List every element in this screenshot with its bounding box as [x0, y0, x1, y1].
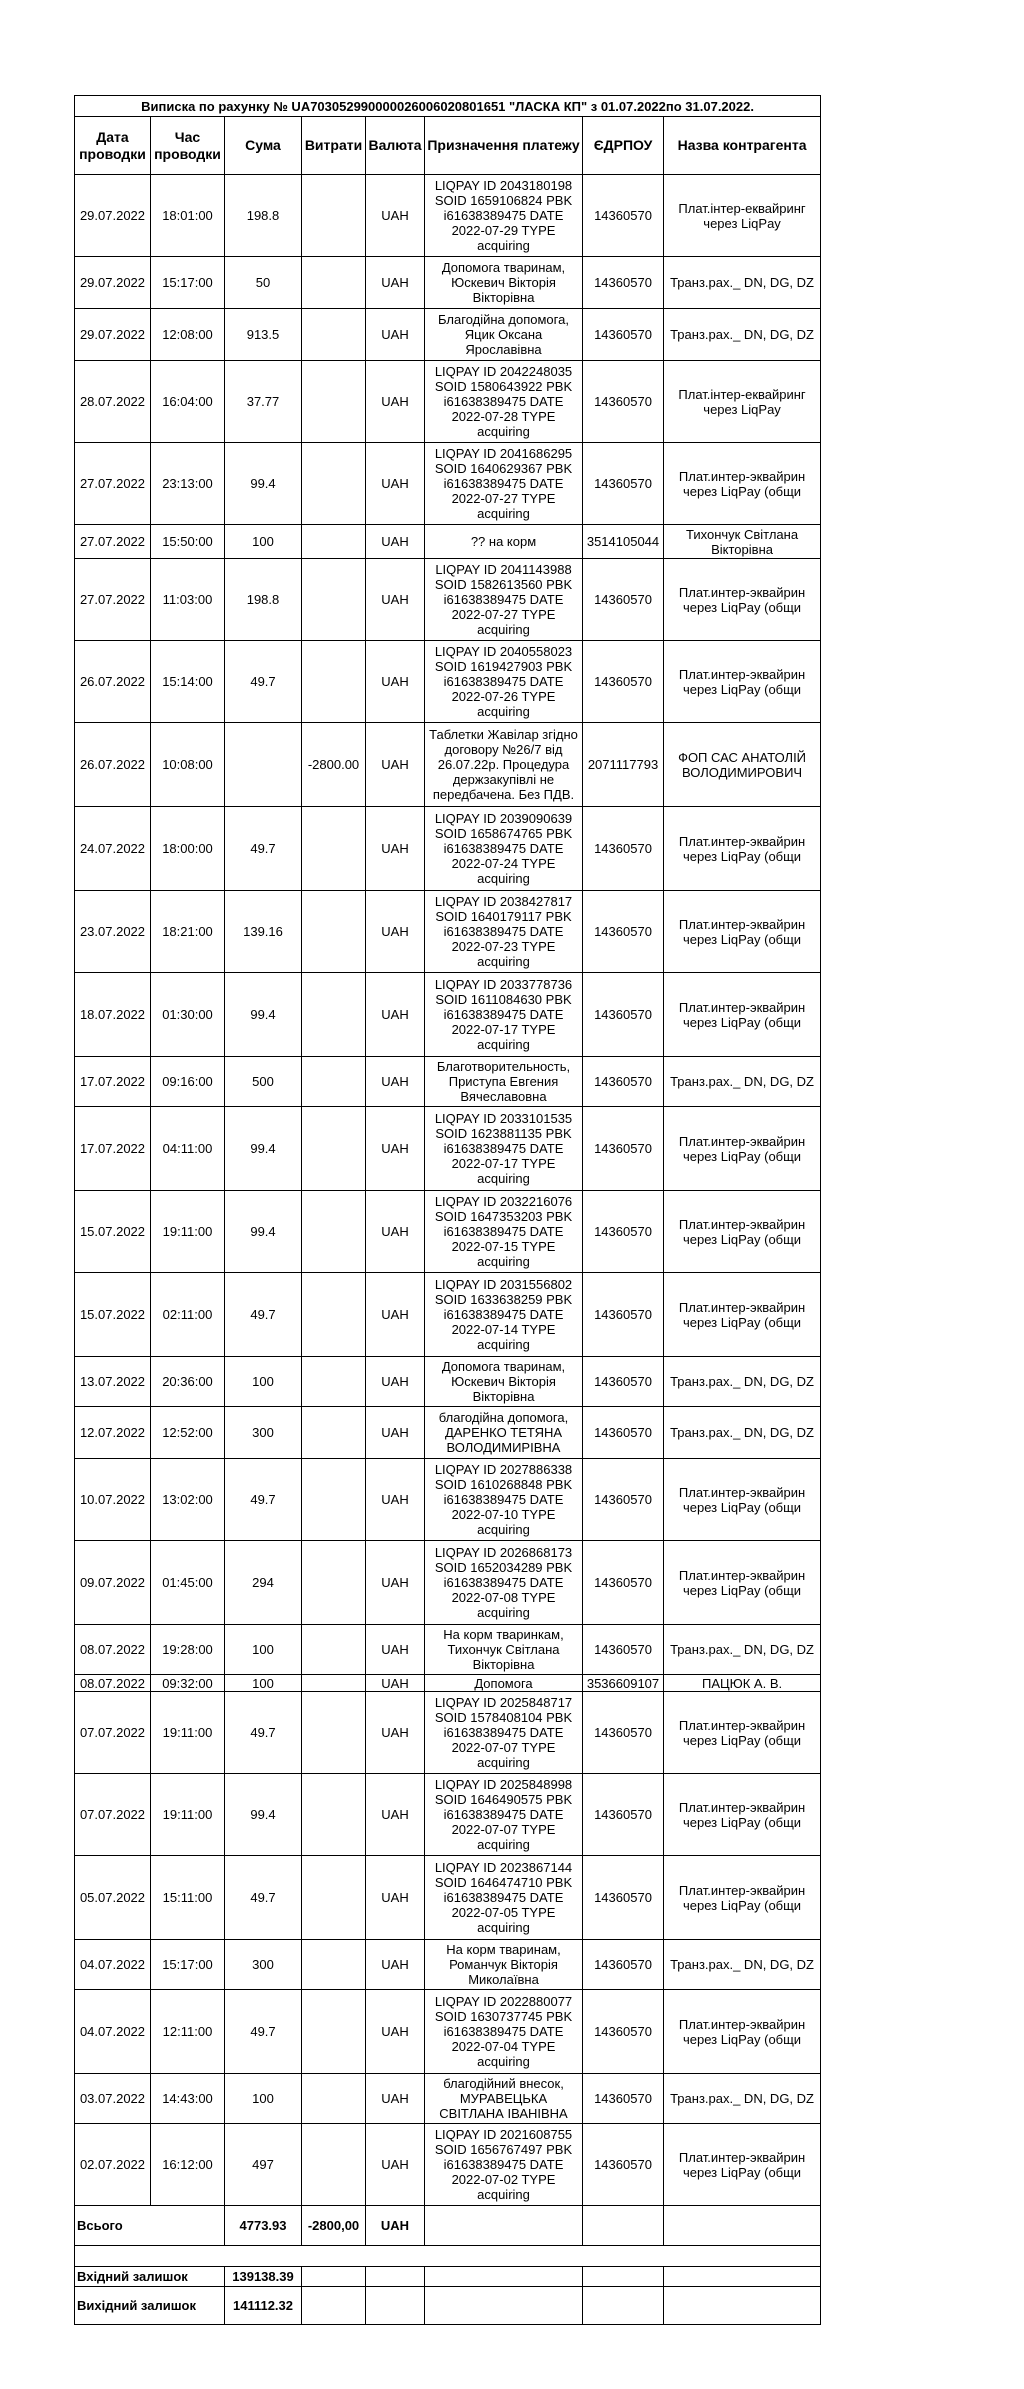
cell-purpose: LIQPAY ID 2025848717 SOID 1578408104 PBK i61638389475 DATE 2022-07-07 TYPE acquiring — [425, 1692, 583, 1774]
cell-time: 13:02:00 — [151, 1459, 225, 1541]
cell-expense — [302, 309, 366, 361]
table-row — [75, 1940, 821, 1990]
cell-currency: UAH — [366, 1675, 425, 1692]
total-row — [75, 2206, 821, 2246]
cell-code: 14360570 — [583, 257, 664, 309]
cell-time: 18:01:00 — [151, 175, 225, 257]
cell-currency: UAH — [366, 1990, 425, 2074]
total-label: Всього — [75, 2206, 225, 2246]
cell-sum: 913.5 — [225, 309, 302, 361]
cell-time: 14:43:00 — [151, 2074, 225, 2124]
cell-code: 14360570 — [583, 1625, 664, 1675]
empty-cell — [664, 2287, 821, 2325]
cell-code: 14360570 — [583, 1273, 664, 1357]
cell-counterparty: Транз.рах._ DN, DG, DZ — [664, 1357, 821, 1407]
table-row — [75, 361, 821, 443]
cell-time: 02:11:00 — [151, 1273, 225, 1357]
cell-expense — [302, 891, 366, 973]
cell-expense: -2800.00 — [302, 723, 366, 807]
cell-sum: 50 — [225, 257, 302, 309]
cell-code: 14360570 — [583, 807, 664, 891]
cell-time: 23:13:00 — [151, 443, 225, 525]
cell-code: 14360570 — [583, 1774, 664, 1856]
cell-time: 15:17:00 — [151, 257, 225, 309]
cell-time: 09:32:00 — [151, 1675, 225, 1692]
cell-purpose: Таблетки Жавілар згідно договору №26/7 від 26.07.22р. Процедура держзакупівлі не передбачена. Без ПДВ. — [425, 723, 583, 807]
cell-counterparty: ПАЦЮК А. В. — [664, 1675, 821, 1692]
cell-purpose: LIQPAY ID 2041143988 SOID 1582613560 PBK i61638389475 DATE 2022-07-27 TYPE acquiring — [425, 559, 583, 641]
cell-expense — [302, 361, 366, 443]
cell-currency: UAH — [366, 1541, 425, 1625]
cell-counterparty: Плат.интер-эквайрин через LiqPay (общи — [664, 1856, 821, 1940]
cell-currency: UAH — [366, 641, 425, 723]
cell-counterparty: Плат.интер-эквайрин через LiqPay (общи — [664, 973, 821, 1057]
empty-cell — [583, 2287, 664, 2325]
cell-expense — [302, 1459, 366, 1541]
cell-purpose: LIQPAY ID 2042248035 SOID 1580643922 PBK i61638389475 DATE 2022-07-28 TYPE acquiring — [425, 361, 583, 443]
cell-sum: 49.7 — [225, 1692, 302, 1774]
cell-time: 12:08:00 — [151, 309, 225, 361]
cell-counterparty: Плат.интер-эквайрин через LiqPay (общи — [664, 1107, 821, 1191]
cell-purpose: LIQPAY ID 2023867144 SOID 1646474710 PBK i61638389475 DATE 2022-07-05 TYPE acquiring — [425, 1856, 583, 1940]
cell-expense — [302, 973, 366, 1057]
cell-counterparty: Транз.рах._ DN, DG, DZ — [664, 1057, 821, 1107]
cell-time: 19:11:00 — [151, 1692, 225, 1774]
cell-sum: 300 — [225, 1940, 302, 1990]
cell-sum: 99.4 — [225, 1107, 302, 1191]
cell-code: 14360570 — [583, 1940, 664, 1990]
cell-purpose: LIQPAY ID 2031556802 SOID 1633638259 PBK i61638389475 DATE 2022-07-14 TYPE acquiring — [425, 1273, 583, 1357]
table-row — [75, 1459, 821, 1541]
cell-date: 08.07.2022 — [75, 1675, 151, 1692]
table-row — [75, 723, 821, 807]
cell-purpose: Допомога — [425, 1675, 583, 1692]
cell-sum: 100 — [225, 525, 302, 559]
table-row — [75, 1357, 821, 1407]
cell-sum: 139.16 — [225, 891, 302, 973]
cell-sum: 99.4 — [225, 443, 302, 525]
cell-counterparty: Транз.рах._ DN, DG, DZ — [664, 309, 821, 361]
table-row — [75, 1541, 821, 1625]
cell-date: 13.07.2022 — [75, 1357, 151, 1407]
cell-counterparty: Тихончук Світлана Вікторівна — [664, 525, 821, 559]
cell-date: 02.07.2022 — [75, 2124, 151, 2206]
cell-counterparty: Плат.интер-эквайрин через LiqPay (общи — [664, 1459, 821, 1541]
cell-date: 10.07.2022 — [75, 1459, 151, 1541]
cell-sum — [225, 723, 302, 807]
cell-counterparty: Плат.интер-эквайрин через LiqPay (общи — [664, 891, 821, 973]
table-row — [75, 175, 821, 257]
cell-currency: UAH — [366, 1057, 425, 1107]
cell-sum: 100 — [225, 1357, 302, 1407]
cell-date: 15.07.2022 — [75, 1191, 151, 1273]
cell-date: 07.07.2022 — [75, 1774, 151, 1856]
statement-title: Виписка по рахунку № UA703052990000026006020801651 "ЛАСКА КП" з 01.07.2022по 31.07.2022. — [75, 96, 821, 117]
cell-currency: UAH — [366, 1692, 425, 1774]
cell-counterparty: Транз.рах._ DN, DG, DZ — [664, 1940, 821, 1990]
cell-purpose: LIQPAY ID 2025848998 SOID 1646490575 PBK i61638389475 DATE 2022-07-07 TYPE acquiring — [425, 1774, 583, 1856]
empty-cell — [583, 2267, 664, 2287]
cell-currency: UAH — [366, 1273, 425, 1357]
cell-expense — [302, 1990, 366, 2074]
cell-code: 14360570 — [583, 1692, 664, 1774]
cell-time: 01:30:00 — [151, 973, 225, 1057]
empty-cell — [583, 2206, 664, 2246]
cell-purpose: LIQPAY ID 2039090639 SOID 1658674765 PBK i61638389475 DATE 2022-07-24 TYPE acquiring — [425, 807, 583, 891]
cell-currency: UAH — [366, 361, 425, 443]
col-header-counterparty: Назва контрагента — [664, 117, 821, 175]
total-sum: 4773.93 — [225, 2206, 302, 2246]
cell-time: 12:52:00 — [151, 1407, 225, 1459]
cell-date: 26.07.2022 — [75, 723, 151, 807]
table-row — [75, 1057, 821, 1107]
cell-purpose: LIQPAY ID 2041686295 SOID 1640629367 PBK i61638389475 DATE 2022-07-27 TYPE acquiring — [425, 443, 583, 525]
cell-expense — [302, 1273, 366, 1357]
cell-purpose: Допомога тваринам, Юскевич Вікторія Вікторівна — [425, 1357, 583, 1407]
cell-counterparty: Плат.интер-эквайрин через LiqPay (общи — [664, 1541, 821, 1625]
opening-balance-label: Вхідний залишок — [75, 2267, 225, 2287]
table-row — [75, 443, 821, 525]
table-row — [75, 525, 821, 559]
cell-sum: 294 — [225, 1541, 302, 1625]
cell-expense — [302, 175, 366, 257]
cell-expense — [302, 1940, 366, 1990]
col-header-time: Час проводки — [151, 117, 225, 175]
cell-code: 14360570 — [583, 361, 664, 443]
cell-purpose: благодійна допомога, ДАРЕНКО ТЕТЯНА ВОЛОДИМИРІВНА — [425, 1407, 583, 1459]
cell-expense — [302, 257, 366, 309]
cell-time: 15:50:00 — [151, 525, 225, 559]
col-header-code: ЄДРПОУ — [583, 117, 664, 175]
cell-code: 3536609107 — [583, 1675, 664, 1692]
cell-time: 18:21:00 — [151, 891, 225, 973]
cell-currency: UAH — [366, 1407, 425, 1459]
cell-code: 14360570 — [583, 2124, 664, 2206]
cell-code: 14360570 — [583, 641, 664, 723]
cell-purpose: На корм тваринам, Романчук Вікторія Миколаївна — [425, 1940, 583, 1990]
cell-currency: UAH — [366, 525, 425, 559]
cell-currency: UAH — [366, 807, 425, 891]
cell-purpose: LIQPAY ID 2021608755 SOID 1656767497 PBK i61638389475 DATE 2022-07-02 TYPE acquiring — [425, 2124, 583, 2206]
cell-date: 17.07.2022 — [75, 1057, 151, 1107]
closing-balance-row — [75, 2287, 821, 2325]
cell-time: 12:11:00 — [151, 1990, 225, 2074]
cell-sum: 37.77 — [225, 361, 302, 443]
cell-code: 14360570 — [583, 1407, 664, 1459]
cell-date: 27.07.2022 — [75, 525, 151, 559]
cell-date: 27.07.2022 — [75, 443, 151, 525]
cell-code: 14360570 — [583, 1541, 664, 1625]
cell-counterparty: Плат.интер-эквайрин через LiqPay (общи — [664, 1191, 821, 1273]
cell-code: 14360570 — [583, 1107, 664, 1191]
cell-currency: UAH — [366, 1191, 425, 1273]
cell-code: 14360570 — [583, 1990, 664, 2074]
cell-code: 14360570 — [583, 973, 664, 1057]
cell-code: 14360570 — [583, 891, 664, 973]
empty-cell — [425, 2267, 583, 2287]
cell-sum: 99.4 — [225, 973, 302, 1057]
cell-time: 10:08:00 — [151, 723, 225, 807]
cell-purpose: LIQPAY ID 2022880077 SOID 1630737745 PBK i61638389475 DATE 2022-07-04 TYPE acquiring — [425, 1990, 583, 2074]
cell-purpose: LIQPAY ID 2027886338 SOID 1610268848 PBK i61638389475 DATE 2022-07-10 TYPE acquiring — [425, 1459, 583, 1541]
closing-balance-value: 141112.32 — [225, 2287, 302, 2325]
cell-time: 11:03:00 — [151, 559, 225, 641]
cell-date: 04.07.2022 — [75, 1990, 151, 2074]
cell-expense — [302, 641, 366, 723]
cell-code: 2071117793 — [583, 723, 664, 807]
col-header-sum: Сума — [225, 117, 302, 175]
table-row — [75, 641, 821, 723]
cell-currency: UAH — [366, 1625, 425, 1675]
cell-currency: UAH — [366, 559, 425, 641]
cell-date: 12.07.2022 — [75, 1407, 151, 1459]
cell-date: 07.07.2022 — [75, 1692, 151, 1774]
cell-sum: 49.7 — [225, 807, 302, 891]
cell-time: 09:16:00 — [151, 1057, 225, 1107]
cell-sum: 100 — [225, 1675, 302, 1692]
cell-counterparty: Плат.интер-эквайрин через LiqPay (общи — [664, 1990, 821, 2074]
empty-cell — [425, 2287, 583, 2325]
cell-purpose: LIQPAY ID 2033778736 SOID 1611084630 PBK i61638389475 DATE 2022-07-17 TYPE acquiring — [425, 973, 583, 1057]
header-row — [75, 117, 821, 175]
cell-expense — [302, 1191, 366, 1273]
col-header-purpose: Призначення платежу — [425, 117, 583, 175]
cell-purpose: Благотворительность, Приступа Евгения Вячеславовна — [425, 1057, 583, 1107]
total-expense: -2800,00 — [302, 2206, 366, 2246]
cell-expense — [302, 1856, 366, 1940]
cell-counterparty: Плат.интер-эквайрин через LiqPay (общи — [664, 1692, 821, 1774]
cell-time: 19:11:00 — [151, 1774, 225, 1856]
col-header-date: Дата проводки — [75, 117, 151, 175]
table-row — [75, 2124, 821, 2206]
cell-date: 15.07.2022 — [75, 1273, 151, 1357]
cell-purpose: LIQPAY ID 2038427817 SOID 1640179117 PBK i61638389475 DATE 2022-07-23 TYPE acquiring — [425, 891, 583, 973]
cell-time: 16:12:00 — [151, 2124, 225, 2206]
cell-purpose: LIQPAY ID 2033101535 SOID 1623881135 PBK i61638389475 DATE 2022-07-17 TYPE acquiring — [425, 1107, 583, 1191]
cell-counterparty: Плат.інтер-еквайринг через LiqPay — [664, 175, 821, 257]
cell-time: 19:11:00 — [151, 1191, 225, 1273]
cell-currency: UAH — [366, 2074, 425, 2124]
cell-currency: UAH — [366, 309, 425, 361]
cell-counterparty: Плат.интер-эквайрин через LiqPay (общи — [664, 807, 821, 891]
cell-date: 09.07.2022 — [75, 1541, 151, 1625]
cell-counterparty: Плат.интер-эквайрин через LiqPay (общи — [664, 641, 821, 723]
cell-currency: UAH — [366, 723, 425, 807]
cell-expense — [302, 1057, 366, 1107]
closing-balance-label: Вихідний залишок — [75, 2287, 225, 2325]
empty-cell — [366, 2267, 425, 2287]
cell-time: 04:11:00 — [151, 1107, 225, 1191]
cell-time: 18:00:00 — [151, 807, 225, 891]
cell-time: 16:04:00 — [151, 361, 225, 443]
cell-expense — [302, 1541, 366, 1625]
cell-counterparty: Транз.рах._ DN, DG, DZ — [664, 1625, 821, 1675]
cell-expense — [302, 1675, 366, 1692]
cell-date: 28.07.2022 — [75, 361, 151, 443]
cell-sum: 198.8 — [225, 559, 302, 641]
cell-date: 08.07.2022 — [75, 1625, 151, 1675]
cell-sum: 500 — [225, 1057, 302, 1107]
cell-purpose: На корм тваринкам, Тихончук Світлана Вікторівна — [425, 1625, 583, 1675]
cell-date: 27.07.2022 — [75, 559, 151, 641]
table-row — [75, 309, 821, 361]
empty-cell — [302, 2267, 366, 2287]
empty-cell — [664, 2267, 821, 2287]
cell-date: 18.07.2022 — [75, 973, 151, 1057]
cell-sum: 99.4 — [225, 1774, 302, 1856]
col-header-expense: Витрати — [302, 117, 366, 175]
cell-date: 29.07.2022 — [75, 309, 151, 361]
cell-expense — [302, 525, 366, 559]
cell-date: 29.07.2022 — [75, 175, 151, 257]
cell-counterparty: Плат.интер-эквайрин через LiqPay (общи — [664, 2124, 821, 2206]
cell-time: 20:36:00 — [151, 1357, 225, 1407]
cell-currency: UAH — [366, 1856, 425, 1940]
cell-expense — [302, 1625, 366, 1675]
cell-counterparty: Плат.інтер-еквайринг через LiqPay — [664, 361, 821, 443]
cell-counterparty: Транз.рах._ DN, DG, DZ — [664, 257, 821, 309]
cell-purpose: Допомога тваринам, Юскевич Вікторія Вікторівна — [425, 257, 583, 309]
col-header-currency: Валюта — [366, 117, 425, 175]
table-row — [75, 2074, 821, 2124]
table-row — [75, 1625, 821, 1675]
cell-date: 05.07.2022 — [75, 1856, 151, 1940]
cell-counterparty: Плат.интер-эквайрин через LiqPay (общи — [664, 559, 821, 641]
cell-counterparty: Транз.рах._ DN, DG, DZ — [664, 1407, 821, 1459]
cell-sum: 100 — [225, 2074, 302, 2124]
cell-time: 19:28:00 — [151, 1625, 225, 1675]
table-row — [75, 1990, 821, 2074]
empty-cell — [664, 2206, 821, 2246]
cell-code: 14360570 — [583, 1057, 664, 1107]
empty-cell — [302, 2287, 366, 2325]
cell-purpose: LIQPAY ID 2040558023 SOID 1619427903 PBK i61638389475 DATE 2022-07-26 TYPE acquiring — [425, 641, 583, 723]
cell-code: 14360570 — [583, 559, 664, 641]
cell-currency: UAH — [366, 257, 425, 309]
opening-balance-value: 139138.39 — [225, 2267, 302, 2287]
table-row — [75, 1191, 821, 1273]
table-row — [75, 1856, 821, 1940]
cell-code: 14360570 — [583, 2074, 664, 2124]
cell-sum: 49.7 — [225, 1856, 302, 1940]
cell-code: 14360570 — [583, 1459, 664, 1541]
table-row — [75, 891, 821, 973]
cell-purpose: Благодійна допомога, Яцик Оксана Ярославівна — [425, 309, 583, 361]
cell-currency: UAH — [366, 1940, 425, 1990]
cell-currency: UAH — [366, 1357, 425, 1407]
cell-sum: 49.7 — [225, 1459, 302, 1541]
cell-time: 01:45:00 — [151, 1541, 225, 1625]
table-row — [75, 257, 821, 309]
empty-cell — [425, 2206, 583, 2246]
statement-table — [74, 95, 821, 2325]
total-currency: UAH — [366, 2206, 425, 2246]
cell-counterparty: ФОП САС АНАТОЛІЙ ВОЛОДИМИРОВИЧ — [664, 723, 821, 807]
cell-expense — [302, 443, 366, 525]
cell-expense — [302, 2074, 366, 2124]
cell-sum: 49.7 — [225, 1990, 302, 2074]
cell-counterparty: Плат.интер-эквайрин через LiqPay (общи — [664, 443, 821, 525]
cell-currency: UAH — [366, 891, 425, 973]
cell-currency: UAH — [366, 973, 425, 1057]
table-row — [75, 973, 821, 1057]
cell-time: 15:11:00 — [151, 1856, 225, 1940]
cell-expense — [302, 559, 366, 641]
cell-purpose: ?? на корм — [425, 525, 583, 559]
cell-date: 17.07.2022 — [75, 1107, 151, 1191]
cell-date: 29.07.2022 — [75, 257, 151, 309]
cell-purpose: LIQPAY ID 2032216076 SOID 1647353203 PBK i61638389475 DATE 2022-07-15 TYPE acquiring — [425, 1191, 583, 1273]
table-row — [75, 1692, 821, 1774]
cell-code: 14360570 — [583, 1856, 664, 1940]
cell-counterparty: Плат.интер-эквайрин через LiqPay (общи — [664, 1774, 821, 1856]
empty-cell — [366, 2287, 425, 2325]
cell-currency: UAH — [366, 1774, 425, 1856]
cell-sum: 300 — [225, 1407, 302, 1459]
cell-sum: 49.7 — [225, 1273, 302, 1357]
cell-time: 15:17:00 — [151, 1940, 225, 1990]
table-row — [75, 1675, 821, 1692]
empty-cell — [75, 2246, 821, 2267]
cell-currency: UAH — [366, 443, 425, 525]
cell-date: 26.07.2022 — [75, 641, 151, 723]
table-body — [75, 175, 821, 2206]
cell-code: 3514105044 — [583, 525, 664, 559]
table-row — [75, 559, 821, 641]
cell-sum: 497 — [225, 2124, 302, 2206]
table-row — [75, 1407, 821, 1459]
cell-expense — [302, 1407, 366, 1459]
cell-time: 15:14:00 — [151, 641, 225, 723]
cell-counterparty: Транз.рах._ DN, DG, DZ — [664, 2074, 821, 2124]
cell-purpose: благодійний внесок, МУРАВЕЦЬКА СВІТЛАНА ІВАНІВНА — [425, 2074, 583, 2124]
cell-date: 04.07.2022 — [75, 1940, 151, 1990]
cell-expense — [302, 1692, 366, 1774]
table-row — [75, 807, 821, 891]
cell-sum: 49.7 — [225, 641, 302, 723]
cell-purpose: LIQPAY ID 2043180198 SOID 1659106824 PBK i61638389475 DATE 2022-07-29 TYPE acquiring — [425, 175, 583, 257]
spacer-row — [75, 2246, 821, 2267]
cell-currency: UAH — [366, 175, 425, 257]
opening-balance-row — [75, 2267, 821, 2287]
table-row — [75, 1273, 821, 1357]
cell-currency: UAH — [366, 1107, 425, 1191]
cell-date: 23.07.2022 — [75, 891, 151, 973]
cell-code: 14360570 — [583, 309, 664, 361]
table-row — [75, 1107, 821, 1191]
cell-expense — [302, 807, 366, 891]
cell-currency: UAH — [366, 1459, 425, 1541]
cell-expense — [302, 2124, 366, 2206]
cell-code: 14360570 — [583, 1357, 664, 1407]
cell-counterparty: Плат.интер-эквайрин через LiqPay (общи — [664, 1273, 821, 1357]
cell-sum: 100 — [225, 1625, 302, 1675]
cell-sum: 198.8 — [225, 175, 302, 257]
cell-currency: UAH — [366, 2124, 425, 2206]
table-row — [75, 1774, 821, 1856]
cell-code: 14360570 — [583, 1191, 664, 1273]
cell-code: 14360570 — [583, 443, 664, 525]
cell-code: 14360570 — [583, 175, 664, 257]
cell-date: 24.07.2022 — [75, 807, 151, 891]
cell-date: 03.07.2022 — [75, 2074, 151, 2124]
cell-expense — [302, 1774, 366, 1856]
cell-purpose: LIQPAY ID 2026868173 SOID 1652034289 PBK i61638389475 DATE 2022-07-08 TYPE acquiring — [425, 1541, 583, 1625]
cell-sum: 99.4 — [225, 1191, 302, 1273]
cell-expense — [302, 1107, 366, 1191]
cell-expense — [302, 1357, 366, 1407]
